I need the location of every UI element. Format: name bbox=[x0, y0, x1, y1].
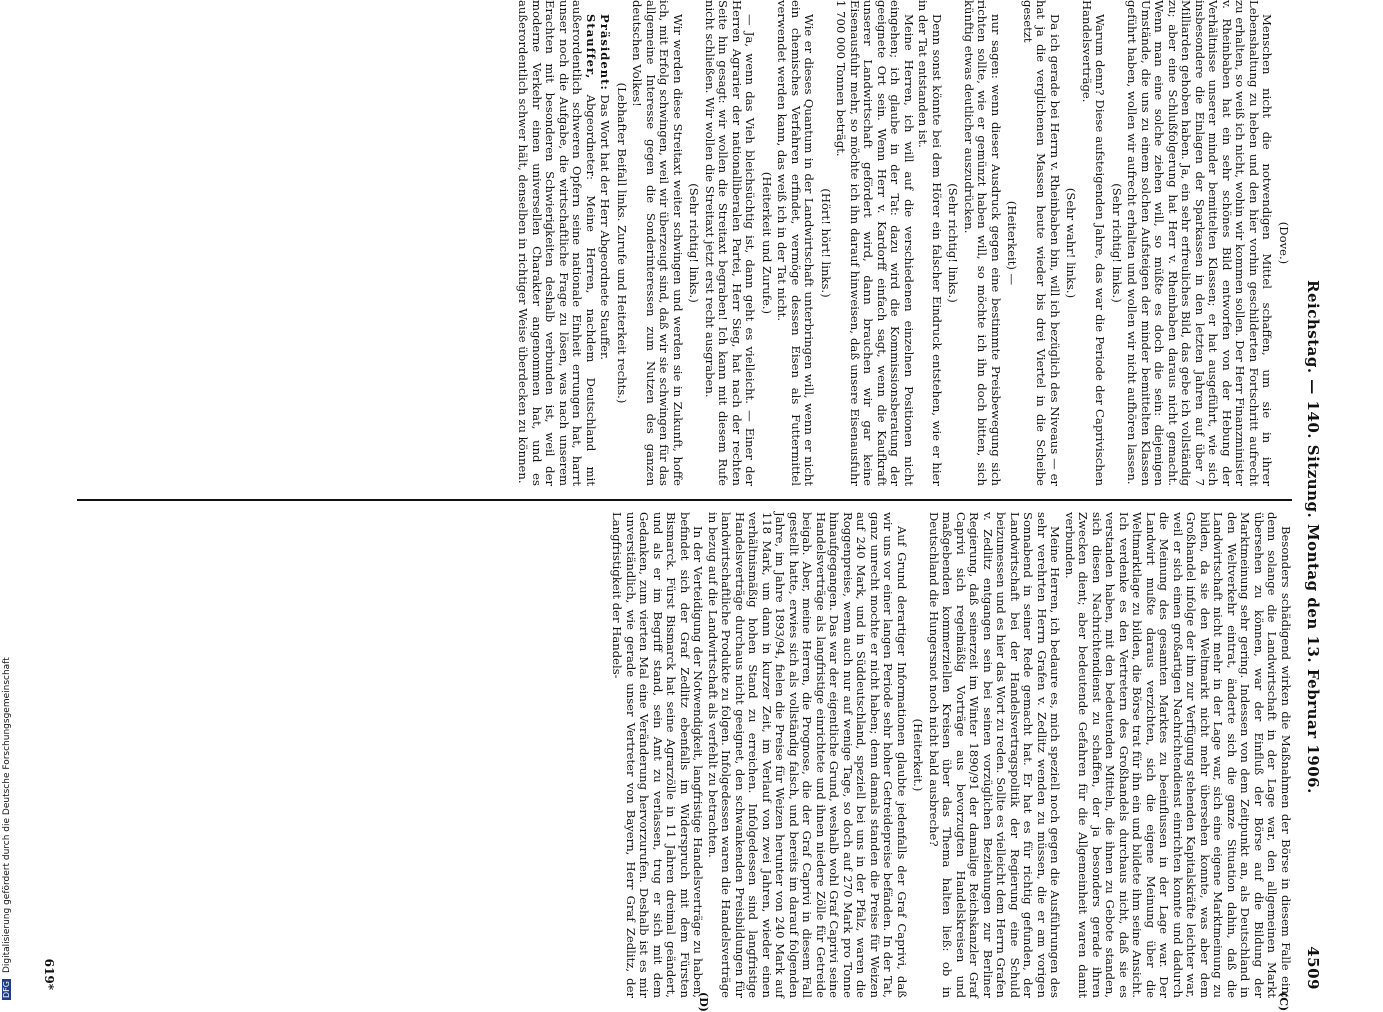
right-paragraph: Meine Herren, ich bedaure es, mich speziell noch gegen die Ausführungen des sehr verehrten Herrn Grafen v. Zedlitz wenden zu müssen, die er am vorigen Sonnabend in seiner Rede gemacht hat. Er hat es für richtig gefunden, der Landwirtschaft bei der Handelsvertragspolitik der Regierung eine Schuld beizumessen und es hier das Wort zu reden. Sollte es vielleicht dem Herrn Grafen v. Zedlitz entgangen sein bei seinen vorzüglichen Beziehungen zur Berliner Regierung, daß seinerzeit im Winter 1890/91 der damalige Reichskanzler Graf Caprivi sich regelmäßig Vorträge aus bevorzugten Handelskreisen und maßgebenden kommerziellen Kreisen über das Thema halten ließ: ob in Deutschland die Hungersnot noch nicht bald ausbreche? bbox=[927, 512, 1063, 998]
left-interjection: (Dove.) bbox=[1277, 221, 1291, 265]
digitization-note bbox=[2, 0, 14, 1000]
left-interjection: (Sehr richtig! links.) bbox=[687, 183, 702, 303]
left-paragraph: Da ich gerade bei Herrn v. Rheinbaben bin, will ich bezüglich des Niveaus — er hat ja die verglichenen Massen heute wieder bis drei Viertel in die Scheibe gesetzt bbox=[1021, 0, 1062, 486]
left-paragraph: Meine Herren, ich will auf die verschiedenen einzelnen Positionen nicht eingehen; ich glaube in der Tat: dazu wird die Kommissionsberatung der geeignete Ort sein. Wenn Herr v. Kardorff einfach sagt, wenn die Kaufkraft unserer Landwirtschaft gefördert wird, dann brauchen wir gar keine Eisenausfuhr mehr, so möchte ich ihn darauf hinweisen, daß unsere Eisenausfuhr 1 700 000 Tonnen beträgt. bbox=[834, 0, 916, 486]
speech-text: Abgeordneter: Meine Herren, nachdem Deutschland mit außerordentlich schweren Opfern seine nationale Einheit errungen hat, harrt unser noch die Aufgabe, die wirtschaftliche Frage zu lösen, was nach unserem Erachten mit besonderen Schwierigkeiten deshalb verbunden ist, weil der moderne Verkehr einen universellen Charakter angenommen hat, und es außerordentlich schwer hält, denselben in richtiger Weise überdecken zu können. bbox=[516, 0, 598, 486]
margin-mark-c: (C) bbox=[1277, 992, 1290, 1012]
left-paragraph: — Ja, wenn das Vieh bleichsüchtig ist, dann geht es vielleicht. — Einer der Herren Agrarier der nationalliberalen Partei, Herr Sieg, hat nach der rechten Seite hin gesagt: wir wollen die Streitaxt begraben! Ich kann mit diesem Rufe nicht schließen. Wir wollen die Streitaxt jetzt erst recht ausgraben. bbox=[703, 0, 758, 486]
rotated-page-content bbox=[30, 0, 1330, 1012]
header-title: Reichstag. — 140. Sitzung. Montag den 13. Februar 1906. bbox=[1304, 280, 1322, 794]
speech-text: Das Wort hat der Herr Abgeordnete Stauffer. bbox=[598, 94, 613, 360]
speaker-name: Stauffer, bbox=[584, 14, 598, 80]
left-paragraph: Wie er dieses Quantum in der Landwirtschaft unterbringen will, wenn er nicht ein chemisches Verfahren erfindet, vermöge dessen Eisen als Futtermittel verwendet werden kann, das weiß ich in der Tat nicht. bbox=[775, 0, 817, 486]
speaker-name: Präsident: bbox=[598, 14, 613, 91]
left-interjection: (Sehr wahr! links.) bbox=[1064, 187, 1079, 299]
left-paragraph bbox=[598, 0, 612, 486]
right-paragraph: Besonders schädigend wirken die Maßnahmen der Börse in diesem Falle ein; denn solange die Landwirtschaft in der Lage war, den allgemeinen Markt übersehen zu können, war der Einfluß der Börse auf die Bildung der Marktmeinung sehr gering. Indessen von dem Zeitpunkt an, als Deutschland in den Weltverkehr eintrat, änderte sich die ganze Situation dahin, daß die Landwirtschaft nicht mehr in der Lage war, sich eine eigene Marktmeinung zu bilden, da sie den Weltmarkt nicht mehr übersehen konnte, was aber dem Großhandel infolge der ihm zur Verfügung stehenden Kapitalskräfte leichter war, weil er sich einen großartigen Nachrichtendienst einrichten konnte und dadurch die Meinung des gesamten Marktes zu beeinflussen in der Lage war. Der Landwirt mußte daraus verzichten, sich die eigene Meinung über die Weltmarktlage zu bilden, die Börse trat für ihn ein und bildete ihm seine Ansicht. Ich verdenke es den Vertretern des Großhandels durchaus nicht, daß sie es verstanden haben, mit den bedeutenden Mitteln, die ihnen zu Gebote standen, sich diesen Nachrichtendienst zu schaffen, der ja besonders gerade ihren Zwecken dient; aber bedeutende Gefahren für die Allgemeinheit waren damit verbunden. bbox=[1063, 512, 1293, 998]
column-divider bbox=[77, 499, 1292, 501]
left-column bbox=[72, 0, 1292, 486]
left-paragraph: Warum denn? Diese aufsteigenden Jahre, das war die Periode der Caprivischen Handelsverträge. bbox=[1080, 0, 1108, 486]
left-interjection: (Sehr richtig! links.) bbox=[946, 183, 961, 303]
right-paragraph: Auf Grund derartiger Informationen glaubte jedenfalls der Graf Caprivi, daß wir uns vor einer langen Periode sehr hoher Getreidepreise befänden. In der Tat, ganz unrecht mochte er nicht haben; denn damals standen die Preise für Weizen auf 240 Mark, und in Süddeutschland, speziell bei uns in der Pfalz, waren die Roggenpreise, wenn auch nur auf wenige Tage, so doch auf 270 Mark pro Tonne hinaufgegangen. Das war der eigentliche Grund, weshalb wohl Graf Caprivi seine Handelsverträge als langfristige einrichtete und ihnen niedere Zölle für Getreide beigab. Aber, meine Herren, die Prognose, die der Graf Caprivi in diesem Fall gestellt hatte, erwies sich als vollständig falsch, und bereits im darauf folgenden Jahre, im Jahre 1893/94, fielen die Preise für Weizen herunter von 240 Mark auf 118 Mark, um dann in kurzer Zeit, im Verlauf von zwei Jahren, wieder einen verhältnismäßig hohen Stand zu erreichen. Infolgedessen sind langfristige Handelsverträge durchaus nicht geeignet, den schwankenden Preisbildungen für landwirtschaftliche Produkte zu folgen. Infolgedessen waren die Handelsverträge in bezug auf die Landwirtschaft als verfehlt zu betrachten. bbox=[706, 512, 909, 998]
left-interjection: (Heiterkeit und Zurufe.) bbox=[760, 171, 774, 315]
margin-mark-d: (D) bbox=[697, 992, 710, 1012]
running-header bbox=[1298, 0, 1322, 1000]
left-interjection: (Sehr richtig! links.) bbox=[1110, 183, 1124, 303]
right-paragraph: In der Verteidigung der Notwendigkeit, langfristige Handelsverträge zu haben, befindet sich der Graf Zedlitz ebenfalls im Widerspruch mit dem Fürsten Bismarck. Fürst Bismarck hat seine Agrarzölle in 11 Jahren dreimal geändert, und als er im Begriff stand, sein Amt zu verlassen, trug er sich mit dem Gedanken, zum vierten Mal eine Veränderung hervorzurufen. Deshalb ist es mir unverständlich, wie gerade unser Vertreter von Bayern, Herr Graf Zedlitz, der Langfristigkeit der Handels- bbox=[610, 512, 706, 998]
left-interjection: (Hört! hört! links.) bbox=[819, 188, 833, 298]
dfg-logo: DFG bbox=[2, 981, 11, 998]
digitization-text: Digitalisierung gefördert durch die Deutsche Forschungsgemeinschaft bbox=[2, 657, 12, 974]
left-paragraph: Menschen nicht die notwendigen Mittel schaffen, um sie in ihrer Lebenshaltung zu heben und den hier vorhin geschilderten Fortschritt aufrecht zu erhalten, so weiß ich nicht, wohin wir kommen sollen. Der Herr Finanzminister v. Rheinbaben hat ein sehr schönes Bild entworfen von der Hebung der Verhältnisse unserer minder bemittelten Klassen; er hat ausgeführt, wie sich insbesondere die Einlagen der Sparkassen in den letzten Jahren auf über 7 Milliarden gehoben haben. Ja, ein sehr erfreuliches Bild, das gebe ich vollständig zu; aber eine Schlußfolgerung hat Herr v. Rheinbaben daraus nicht gemacht. Wenn man eine solche ziehen will, so müßte es doch die sein: diejenigen Umstände, die uns zu einem solchen Aufsteigen der minder bemittelten Klassen geführt haben, wollen wir aufrecht erhalten und wollen wir nicht aufhören lassen. bbox=[1125, 0, 1275, 486]
left-paragraph: Denn sonst könnte bei dem Hörer ein falscher Eindruck entstehen, wie er hier in der Tat entstanden ist. bbox=[916, 0, 944, 486]
left-paragraph: nur sagen: wenn dieser Ausdruck gegen eine bestimmte Preisbewegung sich richten sollte, wie er gemünzt haben will, so möchte ich ihn doch bitten, sich künftig etwas deutlicher auszudrücken. bbox=[962, 0, 1003, 486]
right-column bbox=[72, 512, 1292, 998]
signature-mark: 619* bbox=[42, 958, 56, 990]
left-paragraph bbox=[516, 0, 597, 486]
page-number: 4509 bbox=[1304, 946, 1322, 990]
left-interjection: (Heiterkeit) — bbox=[1005, 200, 1020, 286]
left-interjection: (Lebhafter Beifall links. Zurufe und Heiterkeit rechts.) bbox=[615, 82, 629, 404]
right-interjection: (Heiterkeit.) bbox=[911, 718, 926, 792]
left-paragraph: Wir werden diese Streitaxt weiter schwingen und werden sie in Zukunft, hoffe ich, mit Erfolg schwingen, weil wir überzeugt sind, daß wir sie schwingen für das allgemeine Interesse gegen die Sonderinteressen zum Nutzen des ganzen deutschen Volkes! bbox=[630, 0, 685, 486]
